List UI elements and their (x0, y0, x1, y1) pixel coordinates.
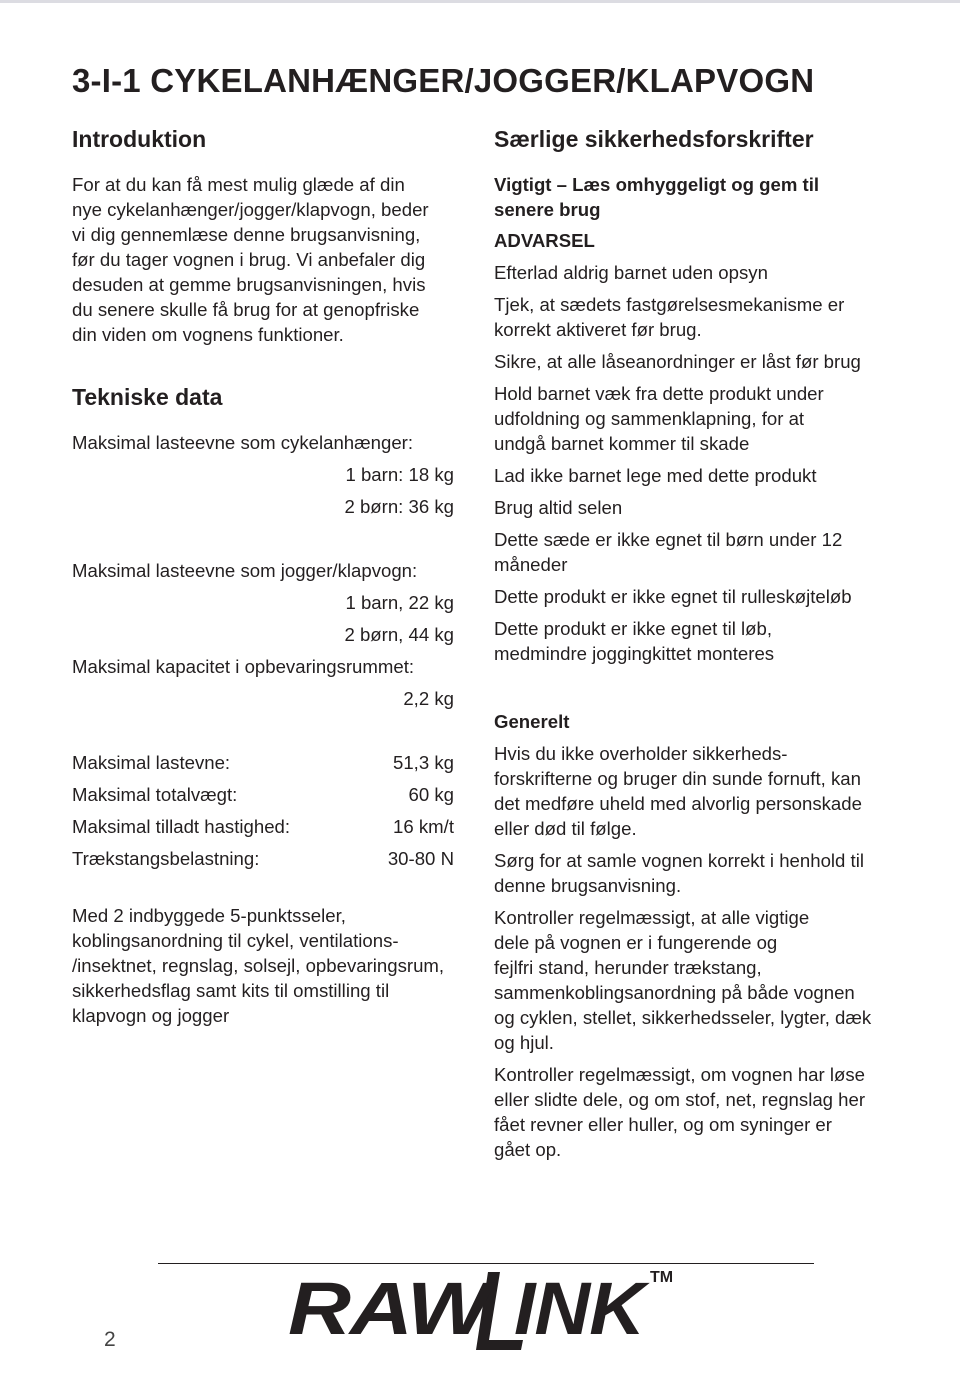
page-number: 2 (104, 1328, 116, 1351)
warning-item (494, 381, 914, 456)
general-item (494, 741, 914, 841)
text-line: eller død til følge. (494, 818, 637, 839)
jogger-capacity (72, 558, 472, 711)
important-notice (494, 172, 914, 222)
text-line: Kontroller regelmæssigt, om vognen har løse (494, 1064, 866, 1085)
page-title: 3-I-1 CYKELANHÆNGER/JOGGER/KLAPVOGN (72, 62, 815, 99)
spec-row (72, 846, 454, 871)
general-list (494, 741, 914, 1162)
text-line: klapvogn og jogger (72, 1005, 230, 1026)
right-column (494, 122, 914, 1169)
features-paragraph (72, 903, 472, 1028)
text-line: sikkerhedsflag samt kits til omstilling til (72, 980, 390, 1001)
text-line: Brug altid selen (494, 497, 623, 518)
safety-heading: Særlige sikkerhedsforskrifter (494, 126, 814, 152)
warning-item (494, 260, 914, 285)
text-line: koblingsanordning til cykel, ventilations- (72, 930, 399, 951)
text-line: Kontroller regelmæssigt, at alle vigtige (494, 907, 810, 928)
text-line: Hvis du ikke overholder sikkerheds- (494, 743, 788, 764)
text-line: medmindre joggingkittet monteres (494, 643, 775, 664)
spec-row (72, 814, 454, 839)
intro-heading: Introduktion (72, 126, 207, 152)
warning-item (494, 616, 914, 666)
text-line: det medføre uheld med alvorlig personskade (494, 793, 862, 814)
spec-value: 60 kg (408, 784, 454, 805)
logo-text-right: INK (514, 1267, 650, 1350)
text-line: Vigtigt – Læs omhyggeligt og gem til (494, 174, 820, 195)
trailer-capacity-two-children: 2 børn: 36 kg (344, 496, 454, 517)
intro-paragraph (72, 172, 472, 347)
text-line: undgå barnet kommer til skade (494, 433, 750, 454)
trailer-capacity (72, 430, 472, 519)
logo-text-left: RAW (288, 1267, 497, 1350)
text-line: dele på vognen er i fungerende og (494, 932, 778, 953)
text-line: /insektnet, regnslag, solsejl, opbevaringsrum, (72, 955, 445, 976)
jogger-capacity-label: Maksimal lasteevne som jogger/klapvogn: (72, 560, 418, 581)
text-line: du senere skulle få brug for at genopfriske (72, 299, 420, 320)
text-line: forskrifterne og bruger din sunde fornuft, kan (494, 768, 861, 789)
text-line: denne brugsanvisning. (494, 875, 682, 896)
jogger-capacity-one-child: 1 barn, 22 kg (345, 592, 454, 613)
trailer-capacity-label: Maksimal lasteevne som cykelanhænger: (72, 432, 414, 453)
warning-list (494, 260, 914, 666)
text-line: Tjek, at sædets fastgørelsesmekanisme er (494, 294, 845, 315)
text-line: din viden om vognens funktioner. (72, 324, 344, 345)
general-item (494, 1062, 914, 1162)
rawlink-logo (288, 1262, 678, 1362)
warning-item (494, 292, 914, 342)
spec-value: 16 km/t (393, 816, 454, 837)
text-line: Med 2 indbyggede 5-punktsseler, (72, 905, 346, 926)
general-item (494, 905, 914, 1055)
text-line: Dette sæde er ikke egnet til børn under 12 (494, 529, 843, 550)
trademark-mark: TM (650, 1269, 674, 1286)
top-edge-line (0, 0, 960, 3)
spec-table (72, 750, 472, 871)
text-line: før du tager vognen i brug. Vi anbefaler dig (72, 249, 426, 270)
text-line: vi dig gennemlæse denne brugsanvisning, (72, 224, 421, 245)
text-line: fejlfri stand, herunder trækstang, (494, 957, 762, 978)
text-line: måneder (494, 554, 568, 575)
spec-label: Maksimal totalvægt: (72, 784, 238, 805)
spec-label: Maksimal lastevne: (72, 752, 231, 773)
text-line: Efterlad aldrig barnet uden opsyn (494, 262, 768, 283)
warning-item (494, 463, 914, 488)
text-line: desuden at gemme brugsanvisningen, hvis (72, 274, 426, 295)
text-line: udfoldning og sammenklapning, for at (494, 408, 805, 429)
left-column (72, 122, 472, 1028)
text-line: eller slidte dele, og om stof, net, regnslag her (494, 1089, 866, 1110)
text-line: Sikre, at alle låseanordninger er låst før brug (494, 351, 861, 372)
warning-item (494, 495, 914, 520)
text-line: For at du kan få mest mulig glæde af din (72, 174, 405, 195)
spec-label: Maksimal tilladt hastighed: (72, 816, 291, 837)
text-line: Sørg for at samle vognen korrekt i henhold til (494, 850, 864, 871)
text-line: Lad ikke barnet lege med dette produkt (494, 465, 817, 486)
warning-item (494, 349, 914, 374)
warning-item (494, 527, 914, 577)
trailer-capacity-one-child: 1 barn: 18 kg (345, 464, 454, 485)
jogger-capacity-two-children: 2 børn, 44 kg (344, 624, 454, 645)
warning-item (494, 584, 914, 609)
text-line: fået revner eller huller, og om syninger er (494, 1114, 832, 1135)
text-line: Dette produkt er ikke egnet til løb, (494, 618, 773, 639)
text-line: senere brug (494, 199, 601, 220)
general-heading: Generelt (494, 711, 570, 732)
spec-label: Trækstangsbelastning: (72, 848, 260, 869)
tech-data-heading: Tekniske data (72, 384, 223, 410)
text-line: sammenkoblingsanordning på både vognen (494, 982, 855, 1003)
storage-capacity-label: Maksimal kapacitet i opbevaringsrummet: (72, 656, 415, 677)
warning-label: ADVARSEL (494, 230, 595, 251)
spec-value: 30-80 N (387, 848, 454, 869)
text-line: Dette produkt er ikke egnet til rulleskøjteløb (494, 586, 852, 607)
text-line: og hjul. (494, 1032, 554, 1053)
spec-row (72, 750, 454, 775)
storage-capacity-value: 2,2 kg (403, 688, 454, 709)
text-line: Hold barnet væk fra dette produkt under (494, 383, 824, 404)
spec-row (72, 782, 454, 807)
text-line: gået op. (494, 1139, 562, 1160)
text-line: og cyklen, stellet, sikkerhedsseler, lygter, dæk (494, 1007, 872, 1028)
text-line: nye cykelanhænger/jogger/klapvogn, beder (72, 199, 429, 220)
spec-value: 51,3 kg (393, 752, 454, 773)
general-item (494, 848, 914, 898)
text-line: korrekt aktiveret før brug. (494, 319, 702, 340)
